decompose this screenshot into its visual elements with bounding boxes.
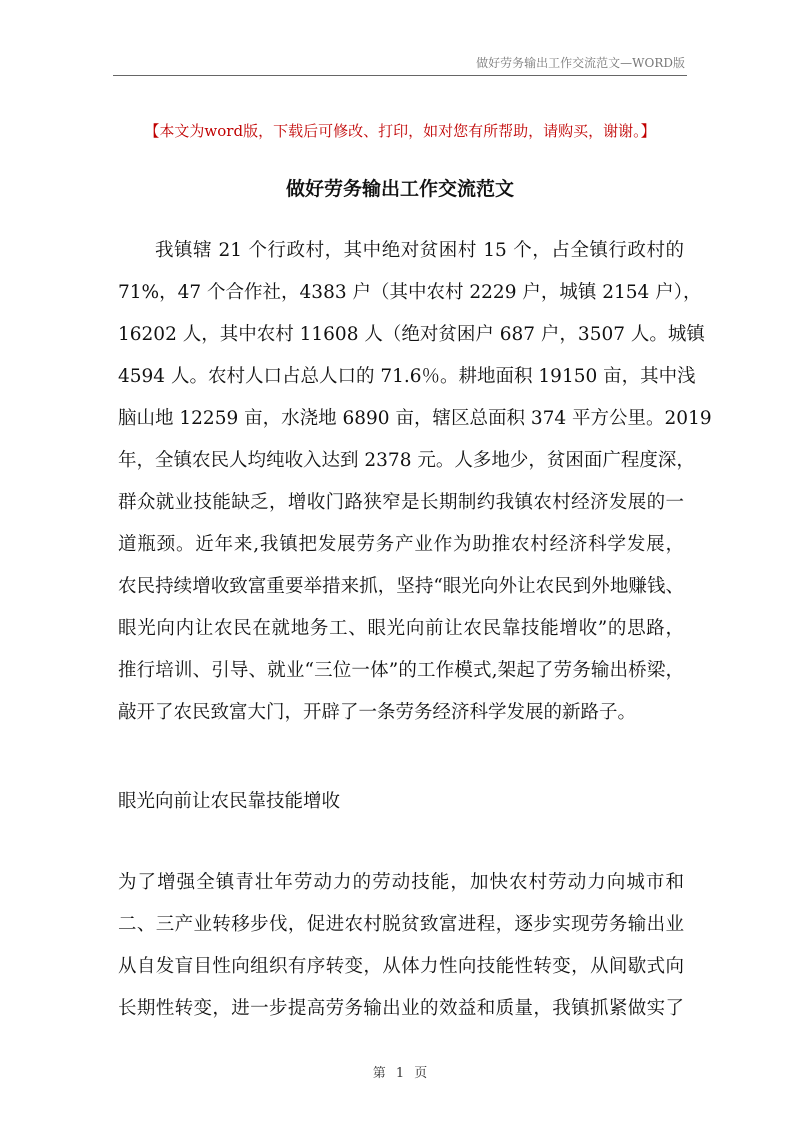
section-subheading bbox=[118, 781, 684, 823]
paragraph-line: 敲开了农民致富大门，开辟了一条劳务经济科学发展的新路子。 bbox=[118, 702, 637, 723]
paragraph-1 bbox=[118, 230, 712, 734]
paragraph-line: 71%，47 个合作社，4383 户（其中农村 2229 户，城镇 2154 户）， bbox=[118, 282, 702, 303]
paragraph-line: 眼光向内让农民在就地务工、眼光向前让农民靠技能增收”的思路， bbox=[118, 618, 684, 639]
page-footer bbox=[0, 1062, 800, 1081]
footer-suffix: 页 bbox=[414, 1066, 428, 1081]
paragraph-2 bbox=[118, 862, 684, 1030]
header-divider bbox=[113, 75, 687, 76]
paragraph-line: 年，全镇农民人均纯收入达到 2378 元。人多地少，贫困面广程度深， bbox=[118, 450, 695, 471]
paragraph-line: 16202 人，其中农村 11608 人（绝对贫困户 687 户，3507 人。城镇 bbox=[118, 324, 705, 345]
page-number: 1 bbox=[395, 1066, 405, 1081]
paragraph-line: 从自发盲目性向组织有序转变，从体力性向技能性转变，从间歇式向 bbox=[118, 956, 684, 977]
paragraph-line: 长期性转变，进一步提高劳务输出业的效益和质量，我镇抓紧做实了 bbox=[118, 998, 684, 1019]
paragraph-line: 推行培训、引导、就业“三位一体”的工作模式,架起了劳务输出桥梁， bbox=[118, 660, 684, 681]
paragraph-line: 为了增强全镇青壮年劳动力的劳动技能，加快农村劳动力向城市和 bbox=[118, 872, 684, 893]
header-title: 做好劳务输出工作交流范文—WORD版 bbox=[476, 56, 685, 70]
subheading-text: 眼光向前让农民靠技能增收 bbox=[118, 791, 341, 812]
paragraph-line: 二、三产业转移步伐，促进农村脱贫致富进程，逐步实现劳务输出业 bbox=[118, 914, 684, 935]
paragraph-line: 农民持续增收致富重要举措来抓，坚持“眼光向外让农民到外地赚钱、 bbox=[118, 576, 684, 597]
paragraph-line: 脑山地 12259 亩，水浇地 6890 亩，辖区总面积 374 平方公里。2019 bbox=[118, 408, 712, 429]
paragraph-line: 我镇辖 21 个行政村，其中绝对贫困村 15 个，占全镇行政村的 bbox=[155, 240, 684, 261]
paragraph-line: 道瓶颈。近年来,我镇把发展劳务产业作为助推农村经济科学发展， bbox=[118, 534, 684, 555]
paragraph-line: 群众就业技能缺乏，增收门路狭窄是长期制约我镇农村经济发展的一 bbox=[118, 492, 684, 513]
document-title: 做好劳务输出工作交流范文 bbox=[285, 178, 514, 200]
footer-prefix: 第 bbox=[372, 1066, 386, 1081]
purchase-notice: 【本文为word版，下载后可修改、打印，如对您有所帮助，请购买，谢谢。】 bbox=[144, 122, 656, 140]
paragraph-line: 4594 人。农村人口占总人口的 71.6％。耕地面积 19150 亩，其中浅 bbox=[118, 366, 696, 387]
